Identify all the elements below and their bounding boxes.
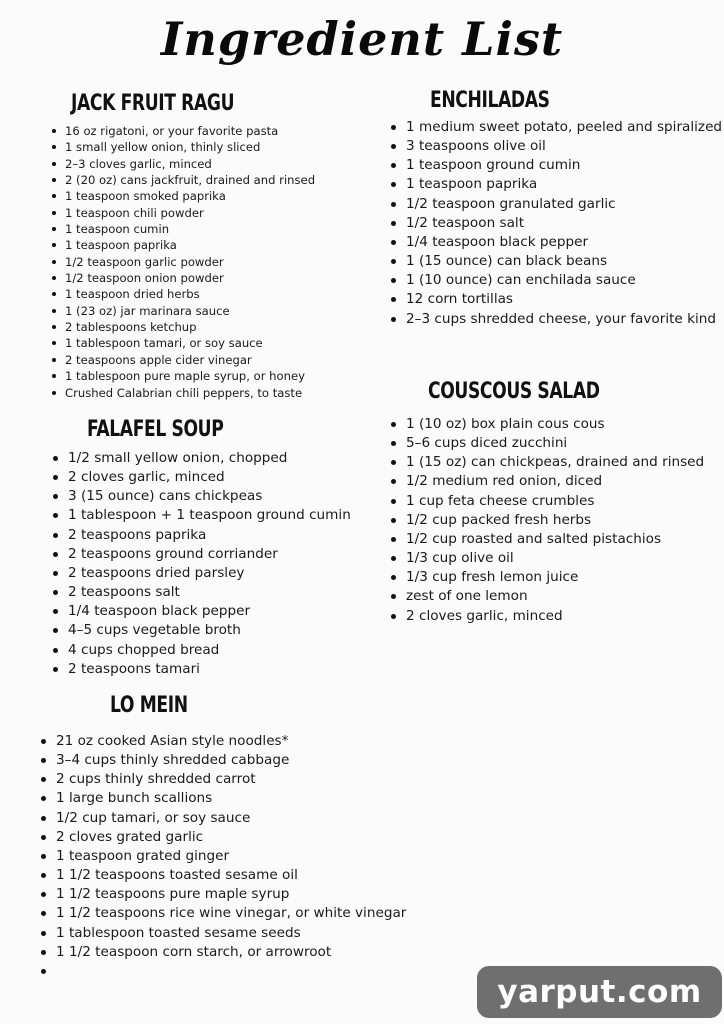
ingredient-item: 1 teaspoon dried herbs (51, 286, 315, 302)
ingredient-item: 21 oz cooked Asian style noodles* (40, 732, 406, 751)
ingredient-item: 1 large bunch scallions (40, 789, 406, 808)
section-jackfruit-ragu (51, 91, 315, 401)
ingredient-item: 2 cups thinly shredded carrot (40, 770, 406, 789)
ingredient-item: 1 tablespoon toasted sesame seeds (40, 924, 406, 943)
ingredient-item: 1 cup feta cheese crumbles (390, 492, 704, 511)
ingredient-item: 1/4 teaspoon black pepper (390, 233, 722, 252)
ingredient-item: 2 cloves garlic, minced (52, 468, 351, 487)
ingredient-item: 2–3 cloves garlic, minced (51, 156, 315, 172)
ingredient-item: 1/2 teaspoon onion powder (51, 270, 315, 286)
ingredient-item: 1 1/2 teaspoon corn starch, or arrowroot (40, 943, 406, 962)
ingredient-item: 1/2 teaspoon granulated garlic (390, 195, 722, 214)
ingredient-item: 1 teaspoon smoked paprika (51, 188, 315, 204)
ingredient-item: 3–4 cups thinly shredded cabbage (40, 751, 406, 770)
ingredient-item: 1 1/2 teaspoons toasted sesame oil (40, 866, 406, 885)
ingredient-item: 1/2 medium red onion, diced (390, 472, 704, 491)
ingredient-item: 1 (10 oz) box plain cous cous (390, 415, 704, 434)
ingredient-item: 2 teaspoons paprika (52, 526, 351, 545)
ingredient-item: 2 cloves grated garlic (40, 828, 406, 847)
ingredient-item: 1 1/2 teaspoons pure maple syrup (40, 885, 406, 904)
ingredient-item: 1 tablespoon tamari, or soy sauce (51, 335, 315, 351)
ingredient-item: 1/2 cup roasted and salted pistachios (390, 530, 704, 549)
ingredient-item: 1 (23 oz) jar marinara sauce (51, 303, 315, 319)
ingredient-item: 1 teaspoon paprika (390, 175, 722, 194)
ingredient-item: 2 teaspoons tamari (52, 660, 351, 679)
section-lo-mein (40, 693, 406, 962)
ingredient-item: 1 1/2 teaspoons rice wine vinegar, or white vinegar (40, 904, 406, 923)
ingredient-item: 1/2 cup tamari, or soy sauce (40, 809, 406, 828)
ingredient-item: 1/2 teaspoon salt (390, 214, 722, 233)
section-heading: FALAFEL SOUP (87, 417, 224, 442)
ingredient-item: 2 teaspoons apple cider vinegar (51, 352, 315, 368)
ingredient-item: 1/3 cup fresh lemon juice (390, 568, 704, 587)
ingredient-item: 1/2 cup packed fresh herbs (390, 511, 704, 530)
section-enchiladas (390, 88, 722, 329)
ingredient-item: 1 (15 oz) can chickpeas, drained and rinsed (390, 453, 704, 472)
ingredient-item: 2 (20 oz) cans jackfruit, drained and rinsed (51, 172, 315, 188)
ingredient-list (52, 449, 351, 679)
ingredient-item: 5–6 cups diced zucchini (390, 434, 704, 453)
ingredient-item: 1 small yellow onion, thinly sliced (51, 139, 315, 155)
section-heading: ENCHILADAS (430, 88, 550, 113)
section-heading: JACK FRUIT RAGU (71, 91, 235, 116)
ingredient-item: 2–3 cups shredded cheese, your favorite kind (390, 310, 722, 329)
ingredient-item: 1 teaspoon paprika (51, 237, 315, 253)
section-heading: LO MEIN (110, 693, 188, 718)
ingredient-item: 1/3 cup olive oil (390, 549, 704, 568)
ingredient-item: 1 tablespoon pure maple syrup, or honey (51, 368, 315, 384)
ingredient-list (40, 732, 406, 962)
section-heading: COUSCOUS SALAD (428, 379, 600, 404)
ingredient-item: Crushed Calabrian chili peppers, to taste (51, 385, 315, 401)
ingredient-item: 1 tablespoon + 1 teaspoon ground cumin (52, 506, 351, 525)
ingredient-list (390, 415, 704, 626)
ingredient-item: 1/2 teaspoon garlic powder (51, 254, 315, 270)
ingredient-item: 1 teaspoon chili powder (51, 205, 315, 221)
ingredient-item: 4–5 cups vegetable broth (52, 621, 351, 640)
section-falafel-soup (52, 417, 351, 679)
ingredient-item: 2 cloves garlic, minced (390, 607, 704, 626)
ingredient-item: 3 teaspoons olive oil (390, 137, 722, 156)
ingredient-list (51, 123, 315, 401)
ingredient-item: 1 (10 ounce) can enchilada sauce (390, 271, 722, 290)
ingredient-item: 2 teaspoons salt (52, 583, 351, 602)
ingredient-item: 1 medium sweet potato, peeled and spiralized (390, 118, 722, 137)
ingredient-item: 1/4 teaspoon black pepper (52, 602, 351, 621)
ingredient-item: 2 teaspoons dried parsley (52, 564, 351, 583)
section-couscous-salad (390, 379, 704, 626)
ingredient-item: 12 corn tortillas (390, 290, 722, 309)
ingredient-item: 4 cups chopped bread (52, 641, 351, 660)
page-title: Ingredient List (160, 12, 564, 66)
ingredient-item: 1 teaspoon cumin (51, 221, 315, 237)
ingredient-item: 2 teaspoons ground corriander (52, 545, 351, 564)
ingredient-item: 16 oz rigatoni, or your favorite pasta (51, 123, 315, 139)
watermark-badge (477, 966, 722, 1018)
ingredient-item: 1/2 small yellow onion, chopped (52, 449, 351, 468)
ingredient-item: 1 teaspoon grated ginger (40, 847, 406, 866)
ingredient-item: zest of one lemon (390, 587, 704, 606)
ingredient-item: 1 teaspoon ground cumin (390, 156, 722, 175)
ingredient-list (390, 118, 722, 329)
ingredient-item: 1 (15 ounce) can black beans (390, 252, 722, 271)
ingredient-item: 2 tablespoons ketchup (51, 319, 315, 335)
ingredient-item: 3 (15 ounce) cans chickpeas (52, 487, 351, 506)
watermark-text: yarput.com (497, 974, 702, 1010)
